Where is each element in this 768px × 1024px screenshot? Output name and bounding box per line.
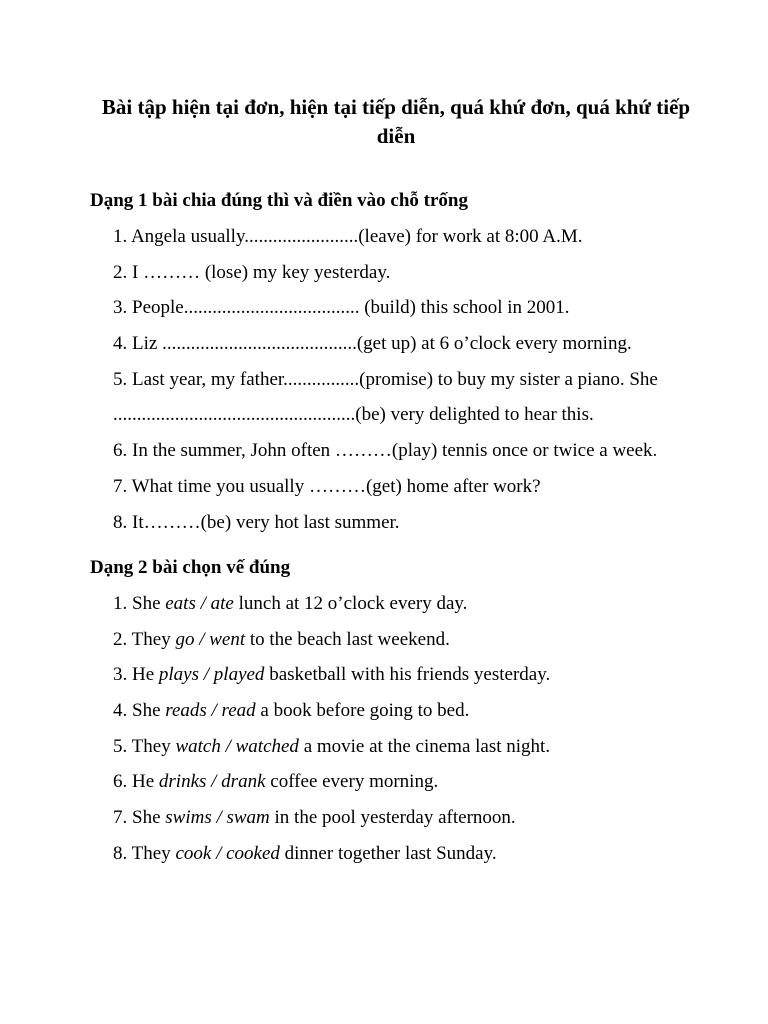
verb-choice: watch / watched (175, 735, 299, 757)
exercise-1-item-continuation: ...................................................(be) very delighted to hear this. (113, 404, 594, 426)
exercise-2-item (113, 735, 713, 771)
exercise-2-item (113, 699, 713, 735)
exercise-1-list (113, 225, 713, 546)
exercise-2-list (113, 592, 713, 878)
item-suffix: dinner together last Sunday. (279, 842, 497, 864)
exercise-2-item (113, 806, 713, 842)
item-prefix: 3. He (113, 664, 159, 686)
verb-choice: drinks / drank (158, 771, 266, 793)
item-prefix: 7. She (113, 807, 166, 829)
exercise-1-item: 1. Angela usually........................(leave) for work at 8:00 A.M. (113, 226, 583, 247)
exercise-2-item (113, 663, 713, 699)
exercise-2-item (113, 842, 713, 878)
item-suffix: lunch at 12 o’clock every day. (233, 593, 468, 614)
item-prefix: 4. She (113, 700, 166, 722)
exercise-1-item: 4. Liz .........................................(get up) at 6 o’clock every morning. (113, 333, 632, 355)
item-prefix: 8. They (113, 842, 176, 864)
item-suffix: a movie at the cinema last night. (298, 735, 551, 757)
exercise-1-item: 5. Last year, my father................(promise) to buy my sister a piano. She (113, 368, 658, 390)
item-suffix: basketball with his friends yesterday. (264, 664, 551, 686)
verb-choice: cook / cooked (175, 842, 280, 864)
section-2-heading: Dạng 2 bài chọn vế đúng (90, 557, 291, 578)
exercise-2-item (113, 770, 713, 806)
verb-choice: plays / played (158, 664, 265, 686)
item-prefix: 6. He (113, 771, 159, 793)
exercise-1-item: 2. I ……… (lose) my key yesterday. (113, 261, 391, 283)
section-1-heading: Dạng 1 bài chia đúng thì và điền vào chỗ trống (90, 190, 468, 211)
exercise-1-item: 8. It………(be) very hot last summer. (113, 511, 400, 533)
item-prefix: 1. She (113, 593, 166, 614)
exercise-1-item: 7. What time you usually ………(get) home after work? (113, 475, 541, 497)
verb-choice: swims / swam (165, 807, 270, 829)
item-suffix: coffee every morning. (265, 771, 439, 793)
verb-choice: reads / read (165, 700, 256, 722)
exercise-1-item: 3. People..................................... (build) this school in 2001. (113, 297, 570, 319)
exercise-2-item (113, 628, 713, 664)
item-suffix: to the beach last weekend. (245, 628, 450, 650)
page-title: Bài tập hiện tại đơn, hiện tại tiếp diễn, quá khứ đơn, quá khứ tiếp diễn (101, 95, 691, 148)
exercise-2-item (113, 592, 713, 628)
item-prefix: 5. They (113, 735, 176, 757)
verb-choice: eats / ate (165, 593, 234, 614)
exercise-1-item: 6. In the summer, John often ………(play) tennis once or twice a week. (113, 440, 658, 462)
item-suffix: in the pool yesterday afternoon. (269, 807, 516, 829)
verb-choice: go / went (175, 628, 246, 650)
item-prefix: 2. They (113, 628, 176, 650)
item-suffix: a book before going to bed. (255, 700, 470, 722)
